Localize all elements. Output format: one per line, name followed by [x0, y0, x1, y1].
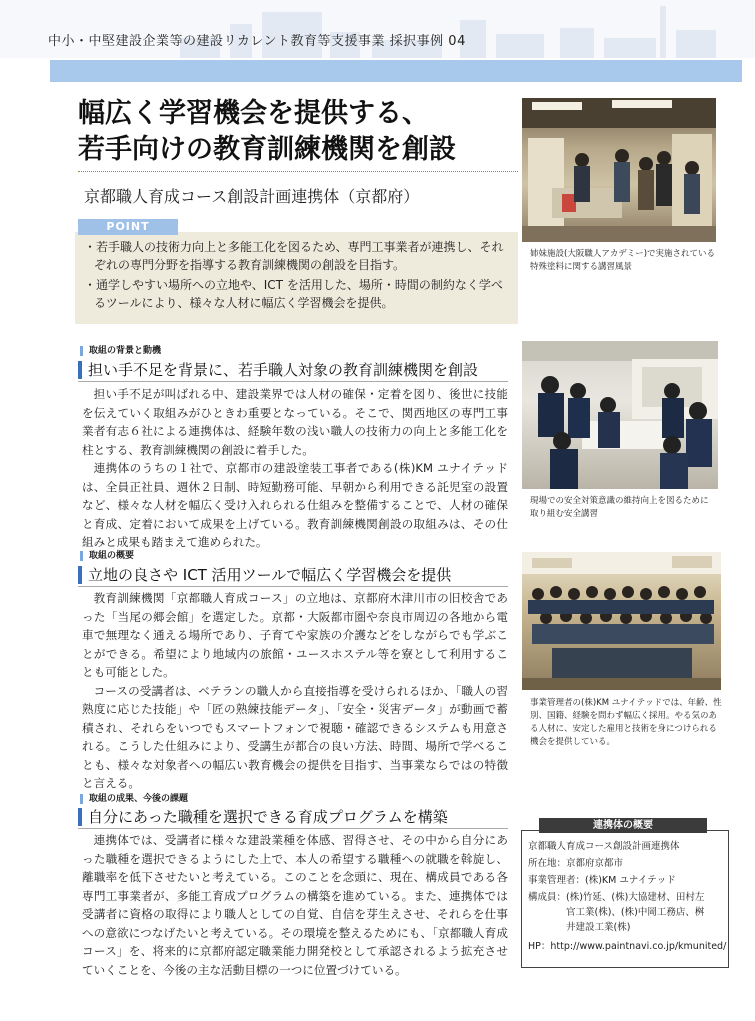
overview-line: HP：http://www.paintnavi.co.jp/kmunited/ [528, 941, 727, 952]
series-title: 中小・中堅建設企業等の建設リカレント教育等支援事業 採択事例 04 [48, 34, 466, 49]
paragraph: 担い手不足が叫ばれる中、建設業界では人材の確保・定着を図り、後世に技能を伝えていく取組みがひときわ重要となっている。そこで、関西地区の専門工事業者有志６社による連携体は、経験年数の浅い職人の技術力の向上と多能工化を柱とする、教育訓練機関の創設に着手した。 [82, 387, 508, 457]
skyline-building [496, 34, 544, 58]
photo-workshop-lecture-art [522, 98, 716, 242]
header-bar [50, 60, 742, 82]
section-body [82, 589, 508, 793]
organization-name: 京都職人育成コース創設計画連携体（京都府） [84, 187, 420, 206]
point-label: POINT [78, 219, 178, 235]
section-heading: 自分にあった職種を選択できる育成プログラムを構築 [78, 808, 518, 826]
paragraph: 連携体では、受講者に様々な建設業種を体感、習得させ、その中から自分にあった職種を選択できるようにした上で、本人の希望する職種への就職を斡旋し、離職率を低下させたいと考えている。このことを念頭に、現在、構成員である各専門工事業者が、多能工育成プログラムの構築を進めている。また、連携体では受講者に資格の取得により職人としての自覚、自信を芽生えさせ、それらを仕事への意欲につなげたいと考えている。その環境を整えるためにも、「京都職人育成コース」を、将来的に京都府認定職業能力開発校として承認されるよう拡充させていくことを、今後の主な活動目標の一つに位置づけている。 [82, 833, 508, 977]
photo-caption: 事業管理者の(株)KM ユナイテッドでは、年齢、性別、国籍、経験を問わず幅広く採用。やる気のある人材に、安定した雇用と技術を身につけられる機会を提供している。 [530, 698, 722, 747]
section-label: 取組の背景と動機 [80, 346, 161, 356]
skyline-building [676, 30, 716, 58]
photo-workshop-lecture [522, 98, 716, 242]
photo-group-art [522, 552, 721, 690]
section-label: 取組の概要 [80, 551, 134, 561]
article-title-line2: 若手向けの教育訓練機関を創設 [78, 134, 456, 165]
section-rule [78, 381, 508, 382]
paragraph: コースの受講者は、ベテランの職人から直接指導を受けられるほか、「職人の習熟度に応じた技能」や「匠の熟練技能データ」、「安全・災害データ」が動画で蓄積され、それらをいつでもスマートフォンで視聴・確認できるシステムも用意される。こうした仕組みにより、受講生が都合の良い方法、時間、場所で学べることも、様々な対象者への幅広い教育機会の提供を目指す、当事業ならではの特徴と言える。 [82, 683, 508, 790]
section-body [82, 385, 508, 552]
photo-safety-training [522, 341, 718, 489]
header-skyline [0, 0, 755, 58]
skyline-building [604, 38, 656, 58]
photo-group [522, 552, 721, 690]
paragraph: 連携体のうちの１社で、京都市の建設塗装工事者である(株)KM ユナイテッドは、全員正社員、週休２日制、時短勤務可能、早朝から利用できる託児室の設置など、様々な人材を幅広く受け入れられる仕組みを整備することで、人材の確保と育成、定着において成果を上げている。教育訓練機関創設の取組みは、その仕組みと成果も踏まえて進められた。 [82, 461, 508, 549]
article-title-line1: 幅広く学習機会を提供する、 [78, 98, 429, 129]
section-heading: 立地の良さや ICT 活用ツールで幅広く学習機会を提供 [78, 566, 518, 584]
overview-line: 京都職人育成コース創設計画連携体 [528, 841, 680, 852]
overview-label: 連携体の概要 [539, 818, 707, 833]
overview-line: 官工業(株)、(株)中岡工務店、桝 [528, 907, 705, 918]
point-list [84, 238, 514, 314]
overview-line: 所在地：京都府京都市 [528, 858, 624, 869]
section-label: 取組の成果、今後の課題 [80, 794, 188, 804]
skyline-building [560, 28, 594, 58]
photo-caption: 現場での安全対策意識の維持向上を図るために取り組む安全講習 [530, 496, 709, 519]
point-item: ・若手職人の技術力向上と多能工化を図るため、専門工事業者が連携し、それぞれの専門分野を指導する教育訓練機関の創設を目指す。 [84, 240, 504, 272]
section-rule [78, 586, 508, 587]
section-body [82, 831, 508, 979]
title-divider [78, 171, 518, 172]
overview-line: 事業管理者：(株)KM ユナイテッド [528, 875, 676, 886]
overview-line: 井建設工業(株) [528, 922, 631, 933]
photo-safety-training-art [522, 341, 718, 489]
photo-caption: 姉妹施設(大阪職人アカデミー)で実施されている特殊塗料に関する講習風景 [530, 249, 716, 272]
point-item: ・通学しやすい場所への立地や、ICT を活用した、場所・時間の制約なく学べるツールにより、様々な人材に幅広く学習機会を提供。 [84, 278, 503, 310]
skyline-tower [660, 6, 666, 58]
overview-line: 構成員：(株)竹延、(株)大協建材、田村左 [528, 892, 705, 903]
section-heading: 担い手不足を背景に、若手職人対象の教育訓練機関を創設 [78, 361, 518, 379]
section-rule [78, 828, 508, 829]
paragraph: 教育訓練機関「京都職人育成コース」の立地は、京都府木津川市の旧校舎であった「当尾の郷会館」を選定した。京都・大阪都市圏や奈良市周辺の各地から電車で無理なく通える場所であり、子育てや家族の介護などをしながらでも学ぶことができる。希望により地域内の旅館・ユースホステル等を寮として利用することも可能とした。 [82, 591, 508, 679]
